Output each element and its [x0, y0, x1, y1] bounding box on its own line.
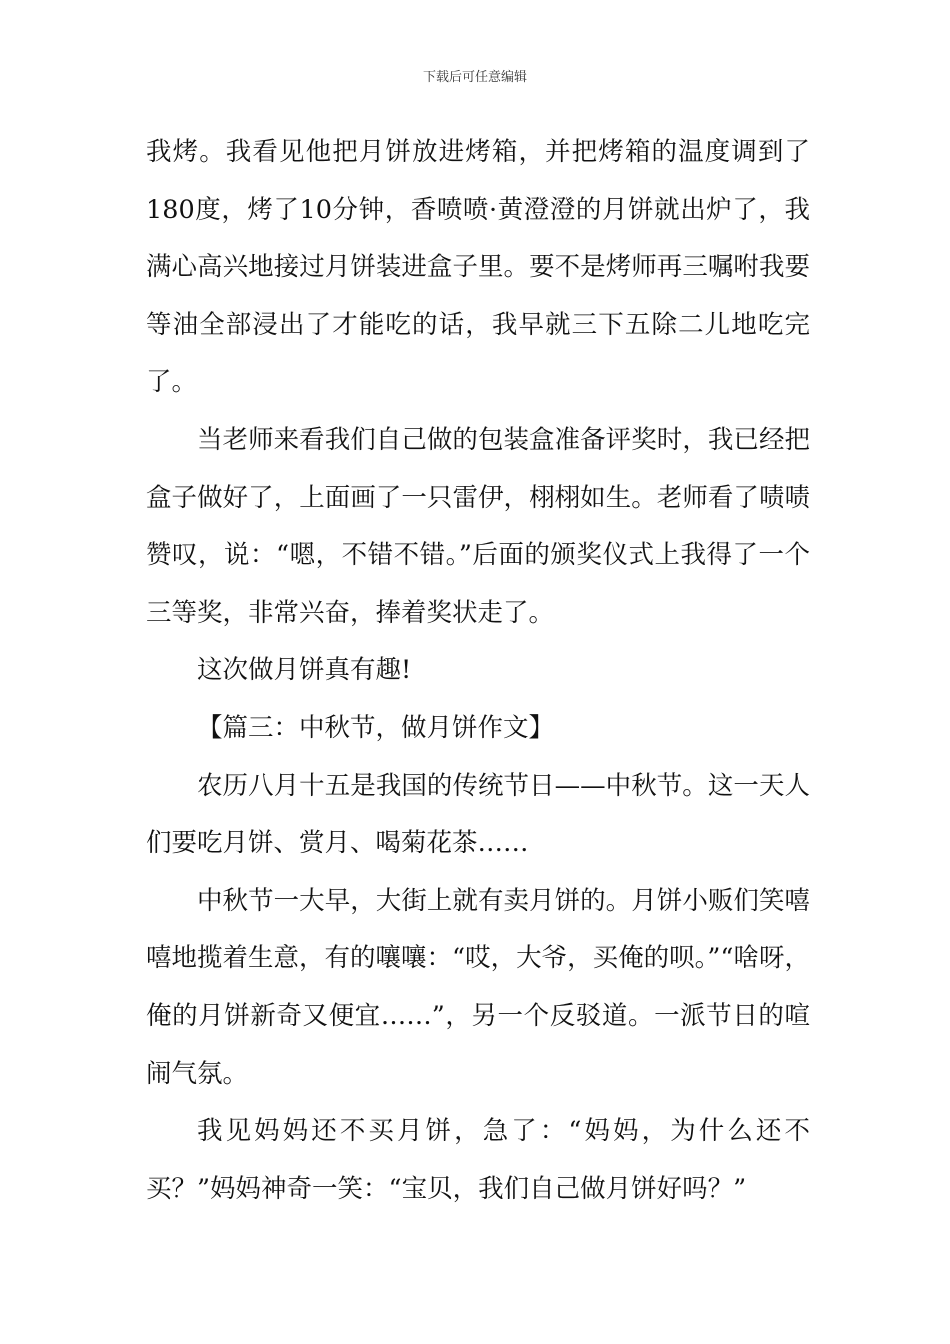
page-header: 下载后可任意编辑 [422, 70, 527, 85]
paragraph: 当老师来看我们自己做的包装盒准备评奖时，我已经把盒子做好了，上面画了一只雷伊，栩栩如生。老师看了啧啧赞叹，说：“嗯，不错不错。”后面的颁奖仪式上我得了一个三等奖，非常兴奋，捧着奖状走了。 [146, 424, 810, 628]
section-heading: 【篇三：中秋节，做月饼作文】 [197, 712, 555, 743]
body-text [146, 124, 810, 1218]
paragraph-continuation: 我烤。我看见他把月饼放进烤箱，并把烤箱的温度调到了180度，烤了10分钟，香喷喷·黄澄澄的月饼就出炉了，我满心高兴地接过月饼装进盒子里。要不是烤师再三嘱咐我要等油全部浸出了才能吃的话，我早就三下五除二儿地吃完了。 [146, 137, 810, 398]
paragraph: 中秋节一大早，大街上就有卖月饼的。月饼小贩们笑嘻嘻地揽着生意，有的嚷嚷：“哎，大爷，买俺的呗。”“啥呀，俺的月饼新奇又便宜……”，另一个反驳道。一派节日的喧闹气氛。 [146, 885, 810, 1089]
paragraph: 我见妈妈还不买月饼，急了：“妈妈，为什么还不买？”妈妈神奇一笑：“宝贝，我们自己做月饼好吗？” [146, 1116, 810, 1204]
paragraph: 这次做月饼真有趣! [197, 655, 412, 686]
paragraph: 农历八月十五是我国的传统节日——中秋节。这一天人们要吃月饼、赏月、喝菊花茶…… [146, 770, 810, 859]
